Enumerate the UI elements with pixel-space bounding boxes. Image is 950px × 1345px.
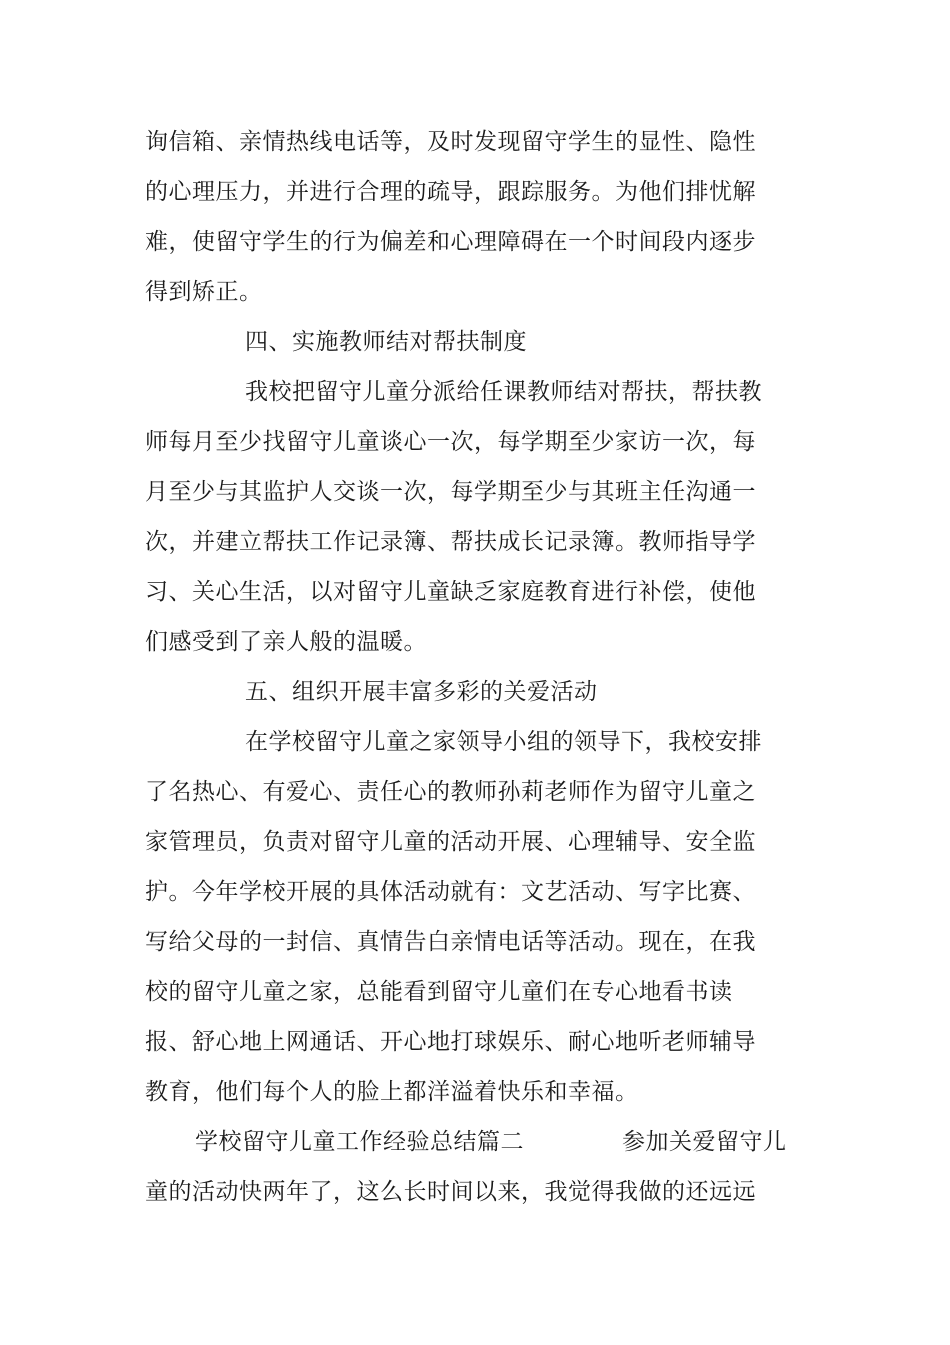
text-line: 写给父母的一封信、真情告白亲情电话等活动。现在，在我: [145, 929, 756, 955]
text-line: 我校把留守儿童分派给任课教师结对帮扶，帮扶教: [245, 379, 762, 405]
text-line: 校的留守儿童之家，总能看到留守儿童们在专心地看书读: [145, 979, 733, 1005]
text-line: 月至少与其监护人交谈一次，每学期至少与其班主任沟通一: [145, 479, 756, 505]
text-line: 参加关爱留守儿: [622, 1129, 787, 1155]
text-line: 询信箱、亲情热线电话等，及时发现留守学生的显性、隐性: [145, 129, 756, 155]
text-line: 难，使留守学生的行为偏差和心理障碍在一个时间段内逐步: [145, 229, 756, 255]
article-title: 学校留守儿童工作经验总结篇二: [195, 1129, 524, 1155]
text-line: 护。今年学校开展的具体活动就有：文艺活动、写字比赛、: [145, 879, 756, 905]
text-line: 次，并建立帮扶工作记录簿、帮扶成长记录簿。教师指导学: [145, 529, 756, 555]
text-line: 家管理员，负责对留守儿童的活动开展、心理辅导、安全监: [145, 829, 756, 855]
text-line: 在学校留守儿童之家领导小组的领导下，我校安排: [245, 729, 762, 755]
text-line: 报、舒心地上网通话、开心地打球娱乐、耐心地听老师辅导: [145, 1029, 756, 1055]
text-line: 童的活动快两年了，这么长时间以来，我觉得我做的还远远: [145, 1179, 756, 1205]
text-line: 得到矫正。: [145, 279, 263, 305]
text-line: 了名热心、有爱心、责任心的教师孙莉老师作为留守儿童之: [145, 779, 756, 805]
section-heading: 五、组织开展丰富多彩的关爱活动: [245, 679, 598, 705]
text-line: 师每月至少找留守儿童谈心一次，每学期至少家访一次，每: [145, 429, 756, 455]
text-line: 习、关心生活，以对留守儿童缺乏家庭教育进行补偿，使他: [145, 579, 756, 605]
text-line: 教育，他们每个人的脸上都洋溢着快乐和幸福。: [145, 1079, 639, 1105]
text-line: 们感受到了亲人般的温暖。: [145, 629, 427, 655]
text-line: 的心理压力，并进行合理的疏导，跟踪服务。为他们排忧解: [145, 179, 756, 205]
section-heading: 四、实施教师结对帮扶制度: [245, 329, 527, 355]
